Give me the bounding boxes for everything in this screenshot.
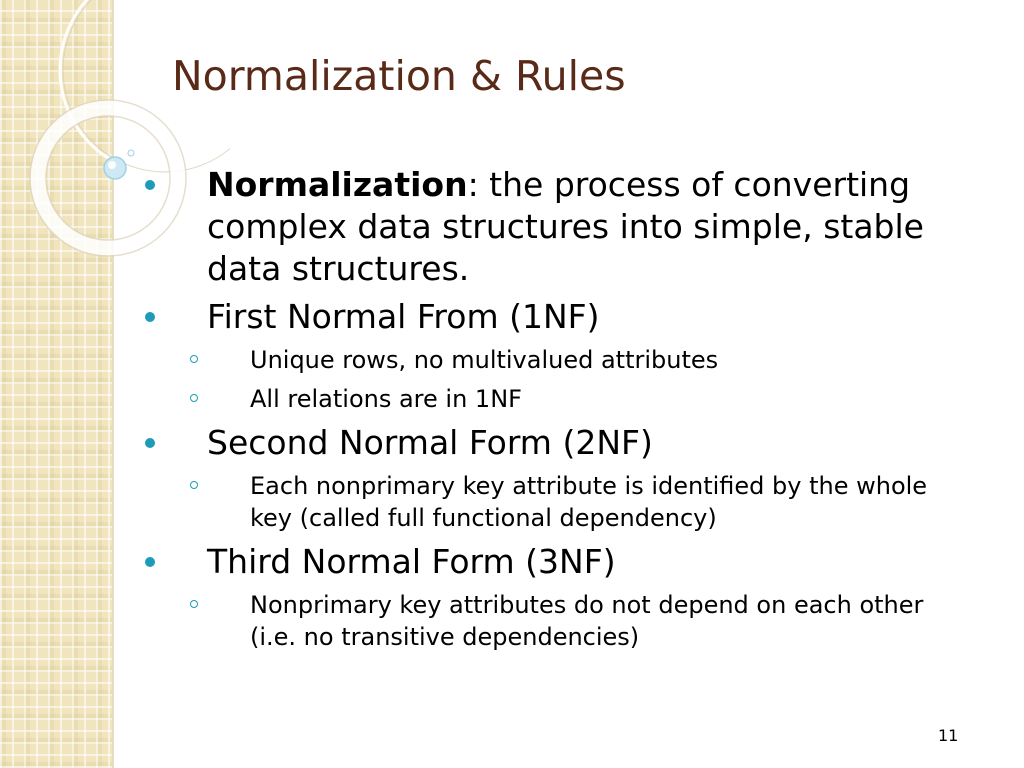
sub-bullet-3nf-transitive bbox=[140, 589, 970, 653]
sub-bullet-text: All relations are in 1NF bbox=[250, 385, 522, 413]
bullet-text: Second Normal Form (2NF) bbox=[207, 423, 653, 462]
strip-divider bbox=[112, 0, 114, 768]
sub-bullet-text: Each nonprimary key attribute is identified by the whole key (called full functional dependency) bbox=[250, 472, 928, 532]
bullet-normalization bbox=[140, 164, 970, 290]
bullet-3nf bbox=[140, 541, 970, 583]
sub-bullet-ring-icon bbox=[190, 600, 198, 608]
bullet-2nf bbox=[140, 422, 970, 464]
bullet-list bbox=[140, 164, 970, 657]
bullet-dot-icon bbox=[145, 557, 155, 567]
bullet-1nf bbox=[140, 296, 970, 338]
bullet-text: First Normal From (1NF) bbox=[207, 297, 600, 336]
slide-title: Normalization & Rules bbox=[172, 52, 626, 100]
sub-bullet-1nf-unique-rows bbox=[140, 344, 970, 376]
decorative-plaid-strip bbox=[0, 0, 112, 768]
sub-bullet-1nf-relations bbox=[140, 383, 970, 415]
sub-bullet-ring-icon bbox=[190, 481, 198, 489]
page-number: 11 bbox=[938, 726, 959, 745]
definition-text: : the process of converting complex data structures into simple, stable data structures. bbox=[207, 165, 924, 288]
sub-bullet-text: Nonprimary key attributes do not depend on each other (i.e. no transitive dependencies) bbox=[250, 591, 924, 651]
sub-bullet-ring-icon bbox=[190, 355, 198, 363]
bullet-text: Third Normal Form (3NF) bbox=[207, 542, 616, 581]
sub-bullet-ring-icon bbox=[190, 394, 198, 402]
bullet-dot-icon bbox=[145, 312, 155, 322]
bullet-dot-icon bbox=[145, 438, 155, 448]
sub-bullet-2nf-full-dependency bbox=[140, 470, 970, 534]
bullet-dot-icon bbox=[145, 180, 155, 190]
term-normalization: Normalization bbox=[207, 165, 468, 204]
sub-bullet-text: Unique rows, no multivalued attributes bbox=[250, 346, 719, 374]
